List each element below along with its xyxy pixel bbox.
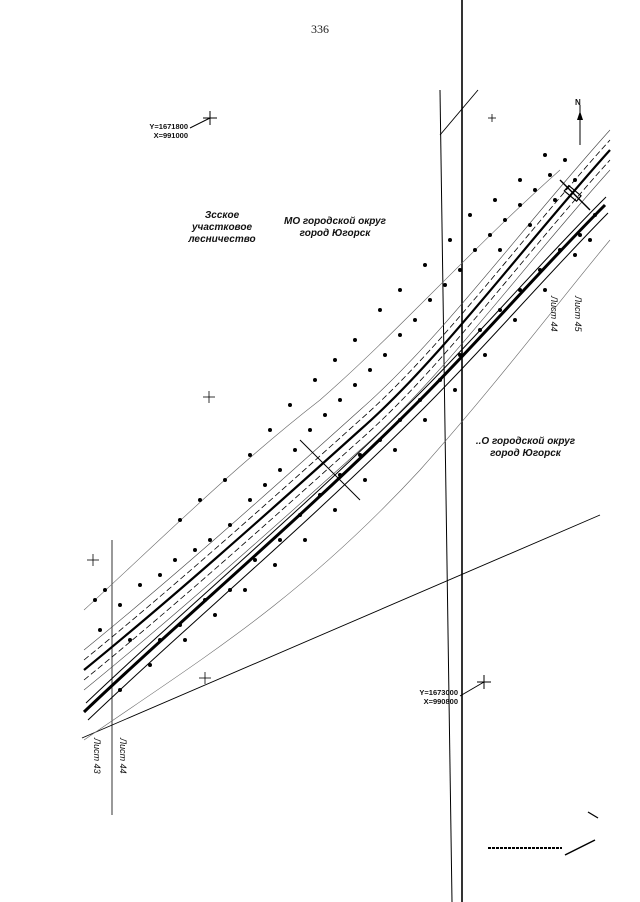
coord-leader-top: [190, 118, 210, 128]
sheet-label-44-bottom: Лист 44: [118, 738, 128, 774]
municipal-label-line: МО городской округ: [283, 216, 387, 227]
forestry-label-line: Зсское: [204, 210, 240, 221]
forestry-label-line: участковое: [191, 222, 253, 233]
crossing-marker-2: [560, 180, 590, 210]
coordinate-y: Y=1673000: [419, 688, 458, 697]
sheet-label-43: Лист 43: [92, 738, 102, 774]
coordinate-x: X=990800: [423, 697, 458, 706]
road-upper-edge-4: [84, 170, 610, 690]
pipeline-offset: [88, 213, 608, 720]
sheet-label-45: Лист 45: [573, 296, 583, 332]
crossing-marker-1: [300, 440, 360, 500]
coordinate-y: Y=1671800: [149, 122, 188, 131]
municipal-label-line: город Югорск: [299, 228, 371, 239]
sheet-label-44-right: Лист 44: [549, 296, 559, 332]
municipal-label-bottom: [468, 436, 583, 460]
north-arrow-head: [577, 111, 583, 120]
road-upper-edge-3: [84, 130, 610, 650]
coordinate-x: X=991000: [153, 131, 188, 140]
north-label: N: [575, 98, 581, 107]
coordinate-top-left: [136, 122, 188, 140]
coord-leader-bottom: [460, 682, 484, 696]
forestry-label-line: лесничество: [188, 234, 256, 245]
boundary-outer-bottom: [84, 240, 610, 740]
municipal-label-line: ..О городской округ: [475, 436, 576, 447]
scale-tick-mark: [588, 812, 598, 818]
municipal-label-top: [280, 216, 390, 240]
page-number: 336: [311, 22, 329, 36]
grid-crosses: [87, 114, 496, 684]
sheet-frame-short-diagonal: [440, 90, 478, 135]
coordinate-bottom-right: [408, 688, 458, 706]
scale-mark-line: [565, 840, 595, 855]
municipal-label-line: город Югорск: [490, 448, 561, 459]
forestry-label: [188, 210, 256, 246]
sheet-frame-vertical-mid: [440, 90, 452, 902]
